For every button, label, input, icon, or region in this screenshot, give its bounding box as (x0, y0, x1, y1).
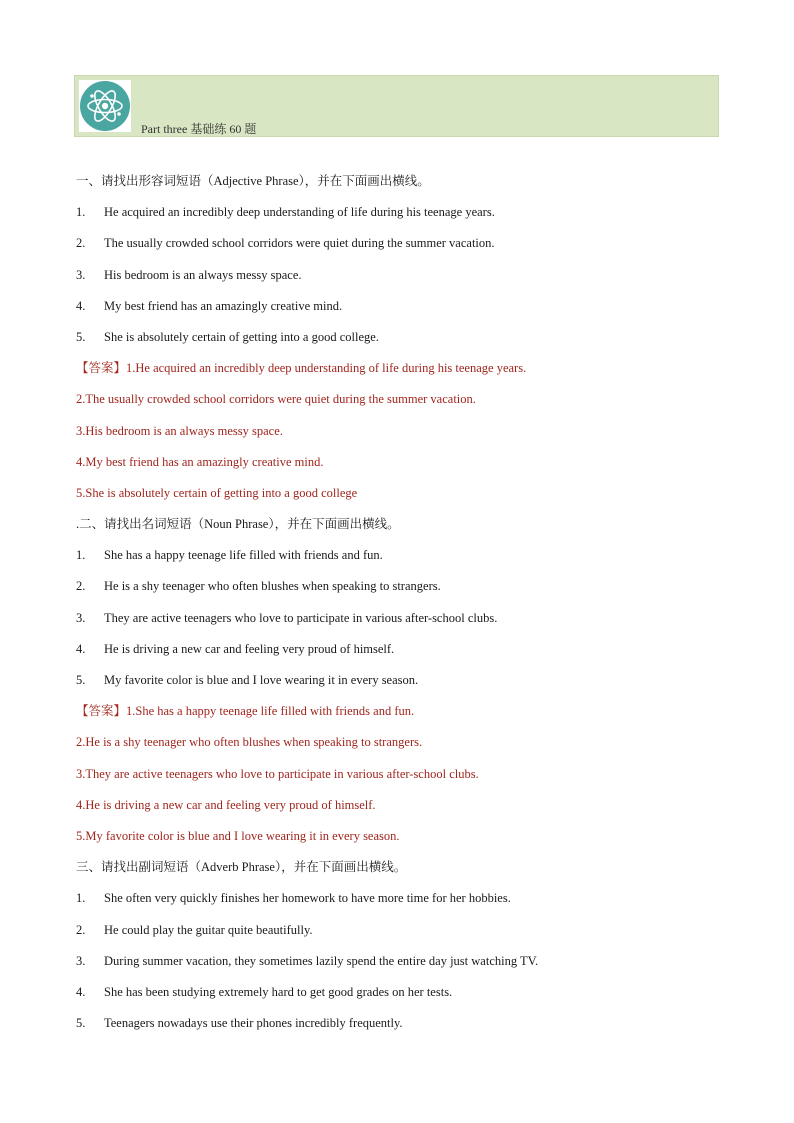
answer-line: 2.He is a shy teenager who often blushes when speaking to strangers. (76, 735, 423, 750)
answer-line: 4.He is driving a new car and feeling very proud of himself. (76, 797, 376, 812)
question-item (76, 296, 726, 327)
question-text: My favorite color is blue and I love wearing it in every season. (104, 673, 419, 687)
question-text: He acquired an incredibly deep understanding of life during his teenage years. (104, 205, 495, 220)
question-item (76, 951, 726, 982)
question-number: 1. (76, 205, 86, 220)
answer-line: 2.The usually crowded school corridors were quiet during the summer vacation. (76, 392, 476, 407)
page-title: Part three 基础练 60 题 (141, 122, 257, 136)
answer-line: 5.She is absolutely certain of getting into a good college (76, 485, 358, 500)
question-text: They are active teenagers who love to participate in various after-school clubs. (104, 610, 498, 625)
question-text: She is absolutely certain of getting into a good college. (104, 329, 379, 344)
question-text: She often very quickly finishes her homework to have more time for her hobbies. (104, 891, 511, 906)
question-item (76, 982, 726, 1013)
section-heading: .二、请找出名词短语（Noun Phrase），并在下面画出横线。 (76, 517, 400, 532)
answer-line: 【答案】1.He acquired an incredibly deep understanding of life during his teenage years. (76, 361, 527, 376)
answer-line: 3.His bedroom is an always messy space. (76, 423, 283, 438)
question-text: The usually crowded school corridors were quiet during the summer vacation. (104, 236, 495, 251)
question-number: 5. (76, 673, 86, 687)
question-text: Teenagers nowadays use their phones incredibly frequently. (104, 1016, 403, 1031)
question-item (76, 608, 726, 639)
question-number: 1. (76, 891, 86, 906)
question-item (76, 265, 726, 296)
question-number: 5. (76, 1016, 86, 1031)
question-item (76, 202, 726, 233)
section-heading: 三、请找出副词短语（Adverb Phrase），并在下面画出横线。 (76, 860, 407, 875)
question-item (76, 1013, 726, 1044)
question-number: 3. (76, 953, 86, 968)
document-body (76, 171, 726, 1044)
answer-line: 5.My favorite color is blue and I love wearing it in every season. (76, 828, 400, 843)
question-text: He could play the guitar quite beautifully. (104, 922, 313, 937)
question-text: His bedroom is an always messy space. (104, 267, 302, 282)
question-item (76, 545, 726, 576)
question-item (76, 233, 726, 264)
question-item (76, 888, 726, 919)
question-text: During summer vacation, they sometimes lazily spend the entire day just watching TV. (104, 953, 539, 968)
atom-icon (79, 80, 131, 132)
question-item (76, 670, 726, 701)
question-number: 4. (76, 298, 86, 313)
question-text: She has been studying extremely hard to get good grades on her tests. (104, 984, 453, 999)
question-number: 4. (76, 984, 86, 999)
header-banner (74, 75, 719, 137)
answer-line: 【答案】1.She has a happy teenage life filled with friends and fun. (76, 704, 415, 719)
question-item (76, 576, 726, 607)
question-item (76, 327, 726, 358)
question-number: 2. (76, 922, 86, 937)
question-item (76, 920, 726, 951)
section-heading: 一、请找出形容词短语（Adjective Phrase），并在下面画出横线。 (76, 174, 430, 188)
question-number: 1. (76, 548, 86, 563)
answer-line: 4.My best friend has an amazingly creative mind. (76, 454, 324, 469)
question-text: He is a shy teenager who often blushes when speaking to strangers. (104, 579, 441, 594)
question-text: He is driving a new car and feeling very proud of himself. (104, 641, 395, 656)
question-number: 5. (76, 329, 86, 344)
question-number: 3. (76, 267, 86, 282)
answer-line: 3.They are active teenagers who love to participate in various after-school clubs. (76, 766, 479, 781)
question-number: 2. (76, 236, 86, 251)
question-number: 3. (76, 610, 86, 625)
question-text: My best friend has an amazingly creative mind. (104, 298, 343, 313)
question-item (76, 639, 726, 670)
question-number: 4. (76, 641, 86, 656)
question-text: She has a happy teenage life filled with friends and fun. (104, 548, 383, 563)
question-number: 2. (76, 579, 86, 594)
